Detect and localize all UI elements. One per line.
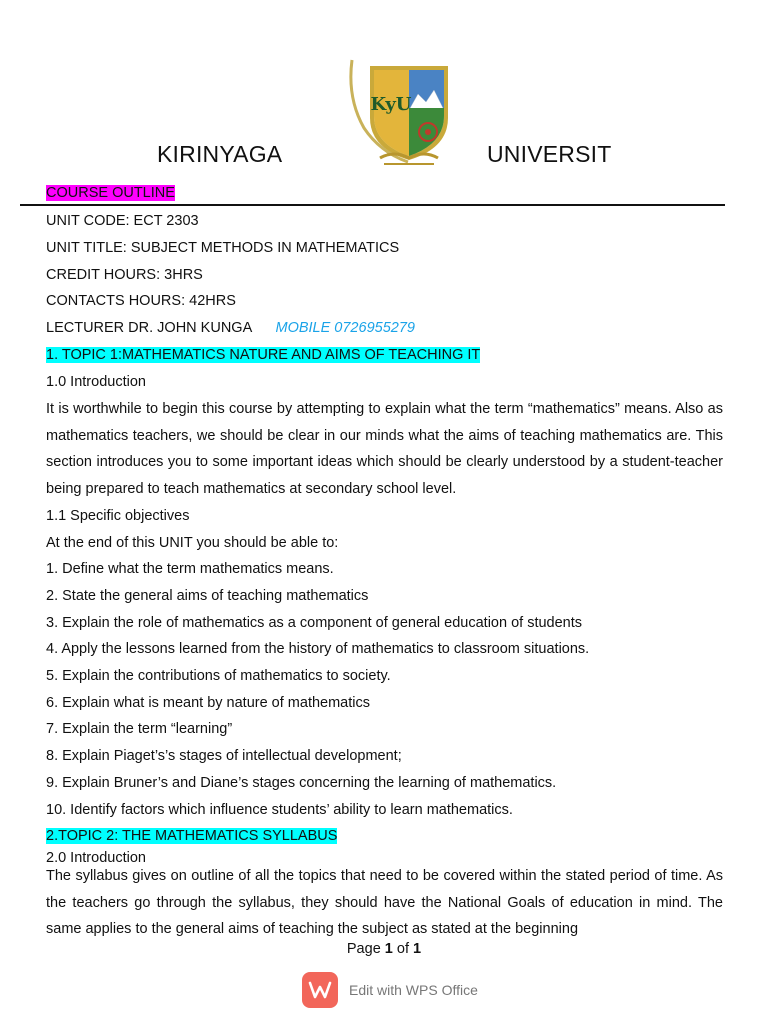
unit-title: UNIT TITLE: SUBJECT METHODS IN MATHEMATICS <box>46 240 400 256</box>
objective-item: 1. Define what the term mathematics means. <box>46 561 334 577</box>
topic2-intro-heading: 2.0 Introduction <box>46 850 146 866</box>
wps-edit-link[interactable] <box>302 972 478 1008</box>
title-right: UNIVERSIT <box>487 141 612 167</box>
objective-item: 2. State the general aims of teaching mathematics <box>46 588 369 604</box>
objective-item: 9. Explain Bruner’s and Diane’s stages concerning the learning of mathematics. <box>46 775 557 791</box>
wps-logo-icon <box>302 972 338 1008</box>
topic1-heading: 1. TOPIC 1:MATHEMATICS NATURE AND AIMS OF TEACHING IT <box>46 347 481 363</box>
topic2-heading: 2.TOPIC 2: THE MATHEMATICS SYLLABUS <box>46 828 338 844</box>
title-left: KIRINYAGA <box>157 141 283 167</box>
university-logo <box>312 48 488 166</box>
objective-item: 3. Explain the role of mathematics as a component of general education of students <box>46 615 583 631</box>
contact-hours: CONTACTS HOURS: 42HRS <box>46 293 236 309</box>
objective-item: 5. Explain the contributions of mathematics to society. <box>46 668 391 684</box>
objectives-heading: 1.1 Specific objectives <box>46 508 190 524</box>
objective-item: 6. Explain what is meant by nature of mathematics <box>46 695 370 711</box>
header-divider <box>20 204 725 206</box>
unit-code: UNIT CODE: ECT 2303 <box>46 213 199 229</box>
wps-edit-label: Edit with WPS Office <box>349 982 478 998</box>
credit-hours: CREDIT HOURS: 3HRS <box>46 267 203 283</box>
page-number: Page 1 of 1 <box>346 941 422 957</box>
lecturer-mobile: MOBILE 0726955279 <box>275 320 415 336</box>
objective-item: 10. Identify factors which influence students’ ability to learn mathematics. <box>46 802 513 818</box>
topic1-intro-heading: 1.0 Introduction <box>46 374 146 390</box>
objective-item: 4. Apply the lessons learned from the history of mathematics to classroom situations. <box>46 641 590 657</box>
course-outline-label: COURSE OUTLINE <box>46 185 175 201</box>
svg-text:KyU: KyU <box>370 94 412 115</box>
topic2-intro-paragraph: The syllabus gives on outline of all the topics that need to be covered within the stated period of time. As the teachers go through the syllabus, they should have the National Goals of education in mind. The same applies to the general aims of teaching the subject as stated at the beginning <box>46 868 723 937</box>
objectives-lead: At the end of this UNIT you should be able to: <box>46 535 339 551</box>
topic1-intro-paragraph: It is worthwhile to begin this course by attempting to explain what the term “mathematics” means. Also as mathematics teachers, we should be clear in our minds what the aims of teaching mathematics are. This section introduces you to some important ideas which should be clearly understood by a student-teacher being prepared to teach mathematics at secondary school level. <box>46 401 723 497</box>
objective-item: 7. Explain the term “learning” <box>46 721 233 737</box>
lecturer-line <box>46 320 415 336</box>
objective-item: 8. Explain Piaget’s’s stages of intellectual development; <box>46 748 402 764</box>
lecturer-name: LECTURER DR. JOHN KUNGA <box>46 320 252 336</box>
